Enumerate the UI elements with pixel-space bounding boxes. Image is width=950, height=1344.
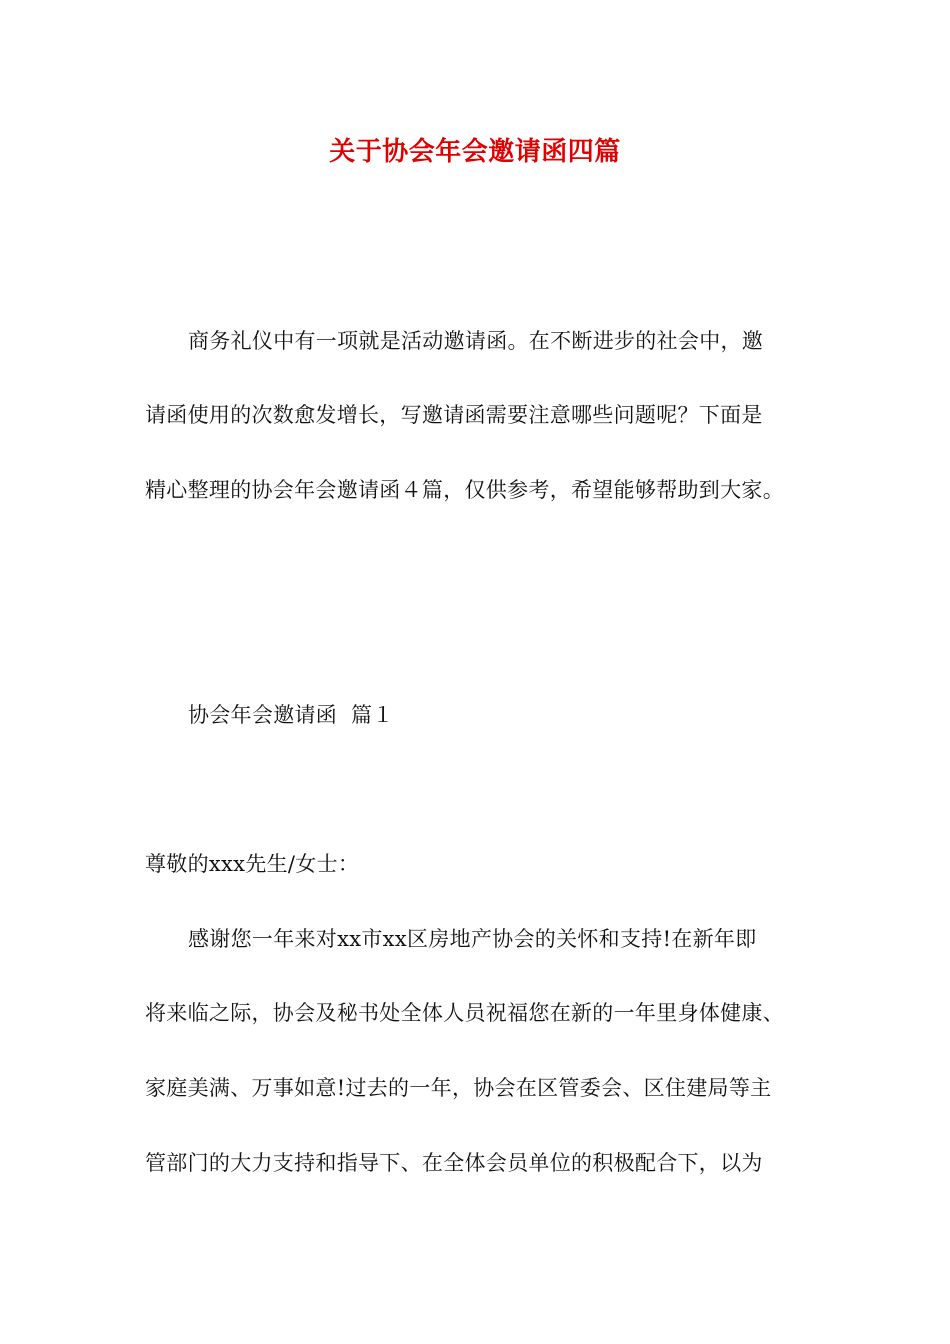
intro-line-3: 精心整理的协会年会邀请函４篇，仅供参考，希望能够帮助到大家。 [145,478,784,502]
body-line-4: 管部门的大力支持和指导下、在全体会员单位的积极配合下，以为 [145,1151,763,1175]
document-title: 关于协会年会邀请函四篇 [329,137,621,167]
intro-line-2: 请函使用的次数愈发增长，写邀请函需要注意哪些问题呢？下面是 [145,403,763,427]
section-heading: 协会年会邀请函 篇１ [188,703,394,727]
salutation: 尊敬的xxx先生/女士： [145,852,360,876]
body-line-2: 将来临之际，协会及秘书处全体人员祝福您在新的一年里身体健康、 [145,1001,784,1025]
body-line-1: 感谢您一年来对xx市xx区房地产协会的关怀和支持!在新年即 [188,927,757,951]
body-line-3: 家庭美满、万事如意!过去的一年，协会在区管委会、区住建局等主 [145,1076,772,1100]
intro-line-1: 商务礼仪中有一项就是活动邀请函。在不断进步的社会中，邀 [188,329,764,353]
